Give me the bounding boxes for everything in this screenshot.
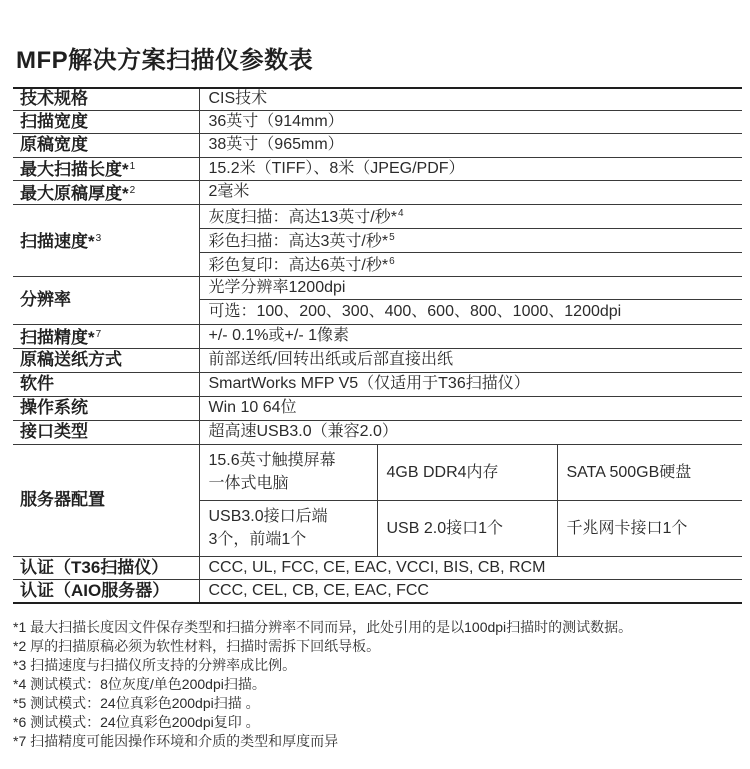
row-label: 扫描速度*$^3$	[13, 204, 199, 276]
row-value: 超高速USB3.0（兼容2.0）	[199, 420, 742, 444]
footnote: *5 测试模式：24位真彩色200dpi扫描 。	[13, 695, 260, 711]
server-spec-cell: USB 2.0接口1个	[377, 500, 557, 556]
table-row	[13, 133, 742, 157]
row-label: 接口类型	[13, 420, 199, 444]
table-row	[13, 579, 742, 603]
row-value: 38英寸（965mm）	[199, 133, 742, 157]
footnote: *4 测试模式：8位灰度/单色200dpi扫描。	[13, 676, 266, 692]
footnote: *7 扫描精度可能因操作环境和介质的类型和厚度而异	[13, 733, 339, 749]
footnote: *6 测试模式：24位真彩色200dpi复印 。	[13, 714, 260, 730]
footnote: *3 扫描速度与扫描仪所支持的分辨率成比例。	[13, 657, 297, 673]
row-value: 36英寸（914mm）	[199, 110, 742, 133]
row-value: 2毫米	[199, 180, 742, 204]
server-spec-cell: 千兆网卡接口1个	[557, 500, 742, 556]
row-label: 分辨率	[13, 276, 199, 324]
row-label: 扫描宽度	[13, 110, 199, 133]
footnote-marker: 7	[95, 328, 102, 340]
footnotes	[13, 618, 743, 751]
server-spec-cell: 15.6英寸触摸屏幕 一体式电脑	[199, 444, 377, 500]
table-row	[13, 396, 742, 420]
row-label: 认证（T36扫描仪）	[13, 556, 199, 579]
footnote-marker: 3	[95, 232, 102, 244]
table-row	[13, 276, 742, 299]
table-row	[13, 204, 742, 228]
table-row	[13, 556, 742, 579]
row-value: Win 10 64位	[199, 396, 742, 420]
row-label: 原稿送纸方式	[13, 348, 199, 372]
row-label: 认证（AIO服务器）	[13, 579, 199, 603]
page-title: MFP解决方案扫描仪参数表	[16, 47, 314, 74]
row-label: 技术规格	[13, 88, 199, 110]
footnote: *1 最大扫描长度因文件保存类型和扫描分辨率不同而异，此处引用的是以100dpi扫描时的测试数据。	[13, 619, 633, 635]
row-label: 服务器配置	[13, 444, 199, 556]
table-row	[13, 157, 742, 180]
speed-color-copy: 彩色复印：高达6英寸/秒*$^6$	[199, 252, 742, 276]
resolution-optical: 光学分辨率1200dpi	[199, 276, 742, 299]
server-spec-cell: 4GB DDR4内存	[377, 444, 557, 500]
speed-gray: 灰度扫描：高达13英寸/秒*$^4$	[199, 204, 742, 228]
row-label: 原稿宽度	[13, 133, 199, 157]
row-value: CCC, UL, FCC, CE, EAC, VCCI, BIS, CB, RCM	[199, 556, 742, 579]
row-label: 最大扫描长度*$^1$	[13, 157, 199, 180]
table-row	[13, 88, 742, 110]
row-value: CCC, CEL, CB, CE, EAC, FCC	[199, 579, 742, 603]
row-value: +/- 0.1%或+/- 1像素	[199, 324, 742, 348]
row-label: 最大原稿厚度*$^2$	[13, 180, 199, 204]
spec-table	[13, 87, 742, 604]
table-row	[13, 348, 742, 372]
resolution-optional: 可选：100、200、300、400、600、800、1000、1200dpi	[199, 299, 742, 324]
row-label: 操作系统	[13, 396, 199, 420]
table-row	[13, 372, 742, 396]
table-row	[13, 324, 742, 348]
table-row	[13, 444, 742, 500]
row-value: 15.2米（TIFF）、8米（JPEG/PDF）	[199, 157, 742, 180]
footnote-marker: 2	[129, 184, 136, 196]
row-label: 扫描精度*$^7$	[13, 324, 199, 348]
table-row	[13, 180, 742, 204]
table-row	[13, 420, 742, 444]
server-spec-cell: SATA 500GB硬盘	[557, 444, 742, 500]
speed-color-scan: 彩色扫描：高达3英寸/秒*$^5$	[199, 228, 742, 252]
server-spec-cell: USB3.0接口后端 3个，前端1个	[199, 500, 377, 556]
table-row	[13, 110, 742, 133]
footnote-marker: 1	[129, 161, 136, 172]
row-value: 前部送纸/回转出纸或后部直接出纸	[199, 348, 742, 372]
row-value: CIS技术	[199, 88, 742, 110]
footnote: *2 厚的扫描原稿必须为软性材料，扫描时需拆下回纸导板。	[13, 638, 381, 654]
row-value: SmartWorks MFP V5（仅适用于T36扫描仪）	[199, 372, 742, 396]
row-label: 软件	[13, 372, 199, 396]
